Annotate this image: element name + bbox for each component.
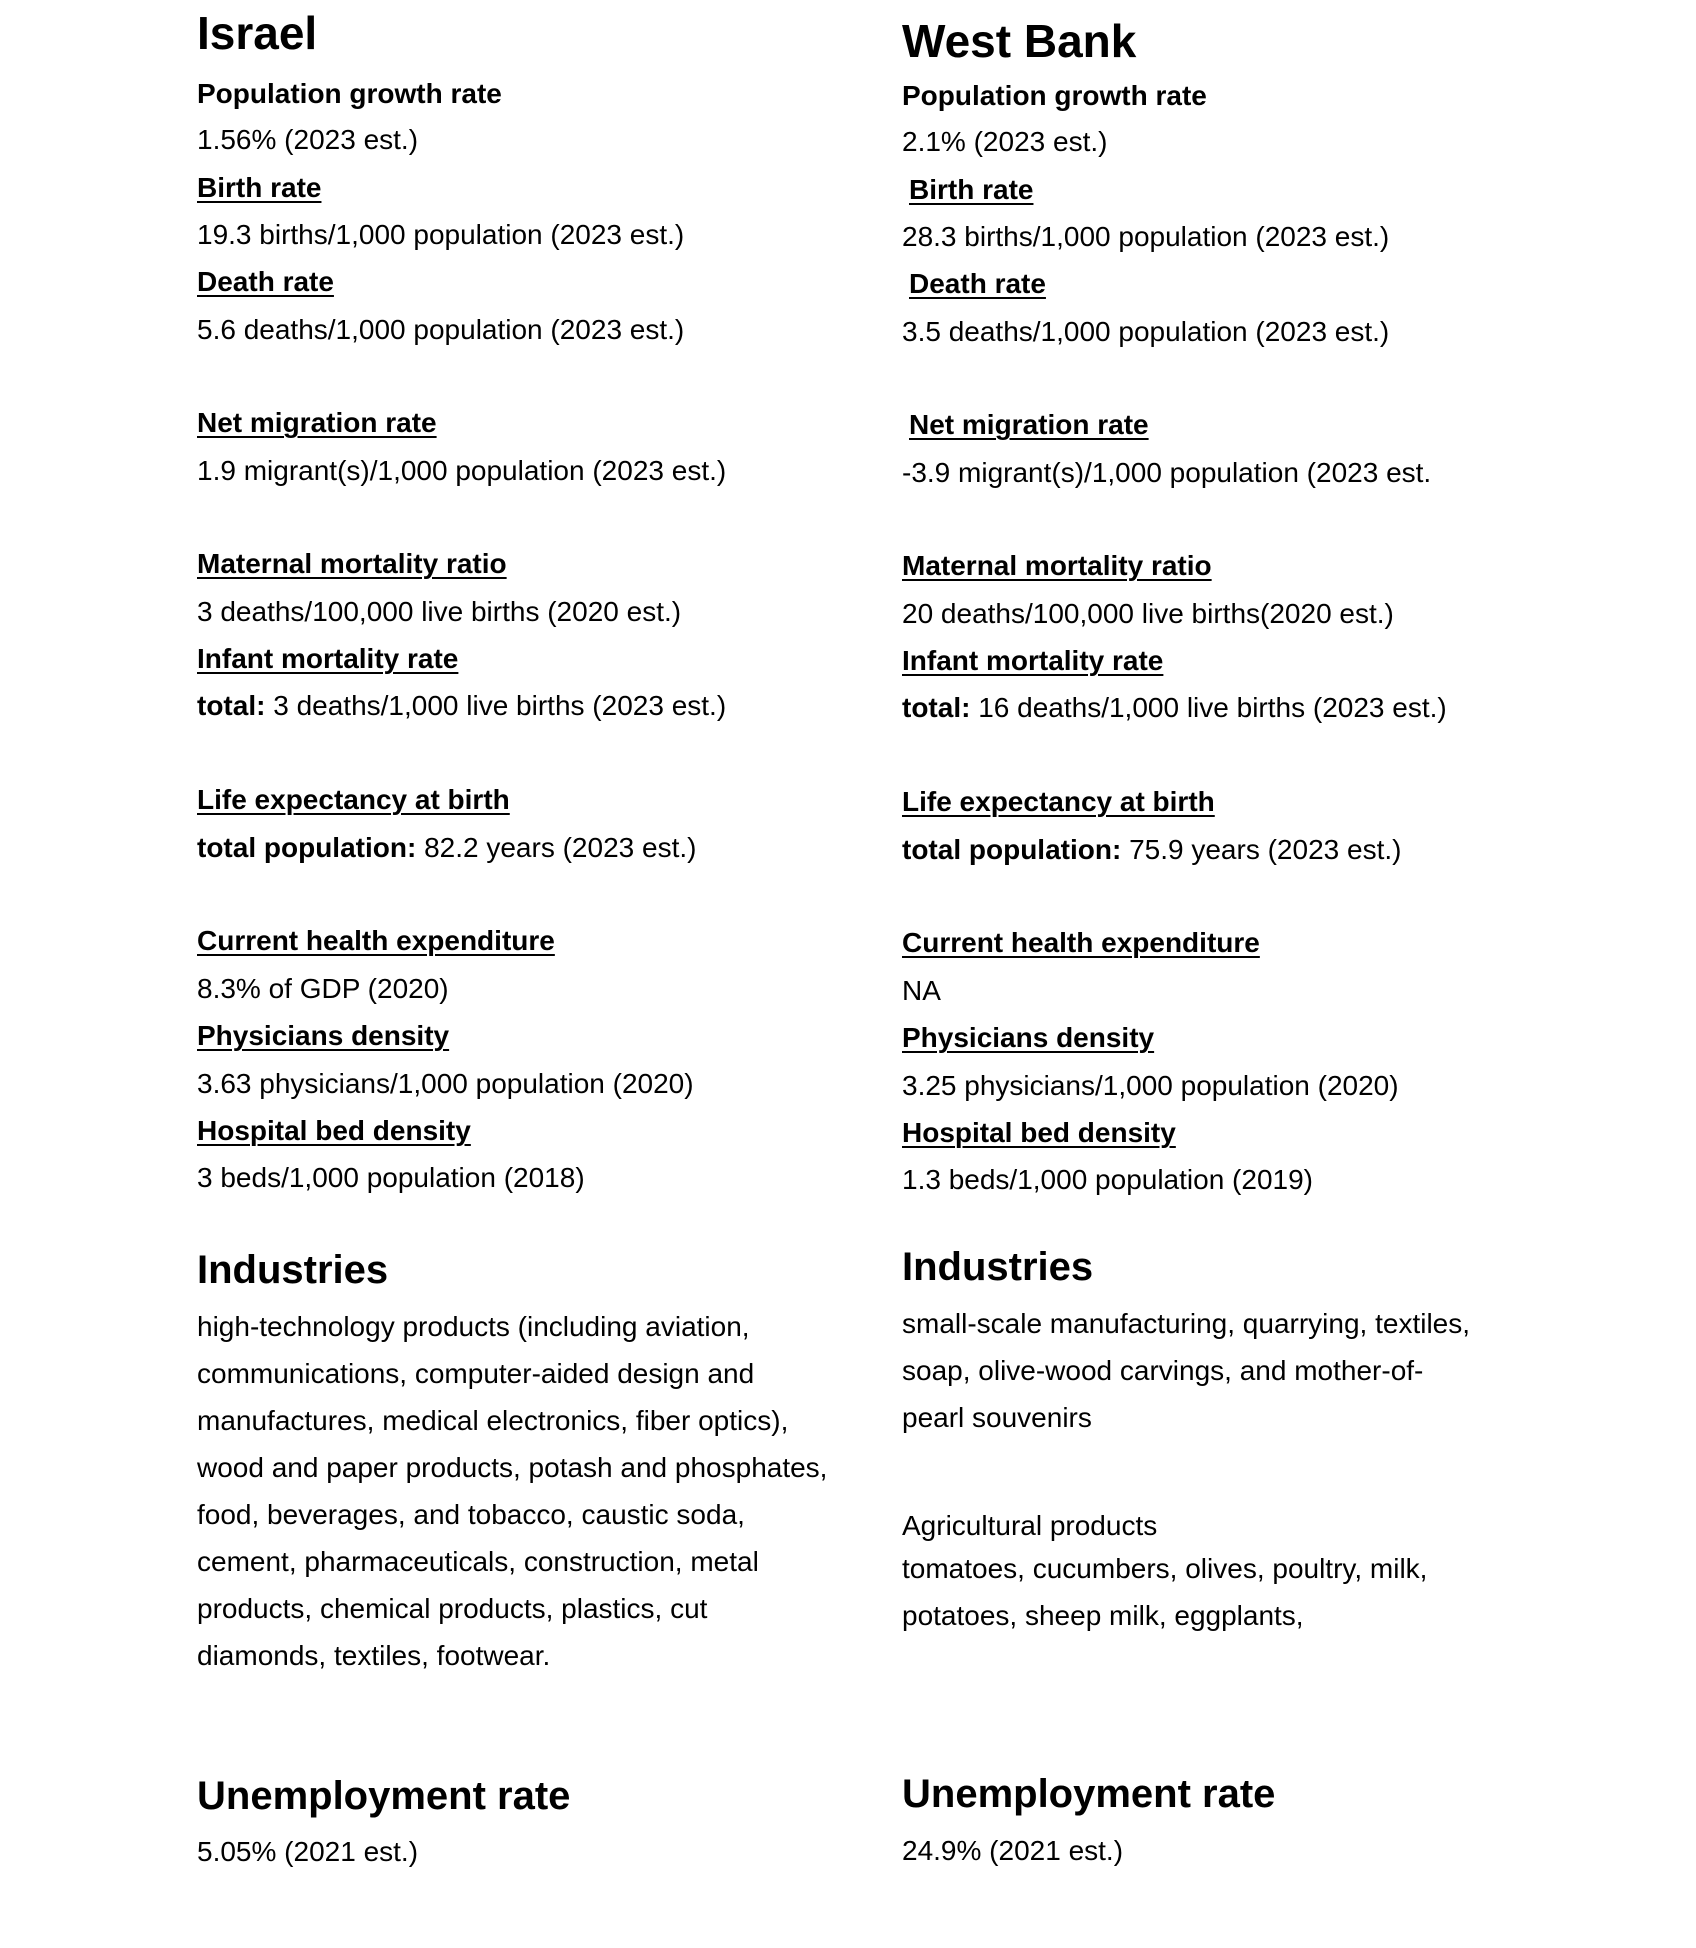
west-bank-hospital-bed-label: Hospital bed density — [902, 1117, 1176, 1148]
israel-net-migration-value: 1.9 migrant(s)/1,000 population (2023 est.) — [197, 455, 727, 486]
west-bank-title: West Bank — [902, 15, 1137, 67]
west-bank-agricultural-heading: Agricultural products — [902, 1510, 1158, 1541]
israel-infant-mortality-value — [197, 692, 726, 720]
israel-health-expenditure-label: Current health expenditure — [197, 925, 555, 956]
israel-population-growth-label: Population growth rate — [197, 78, 502, 109]
israel-birth-rate-value: 19.3 births/1,000 population (2023 est.) — [197, 219, 685, 250]
west-bank-hospital-bed-value: 1.3 beds/1,000 population (2019) — [902, 1164, 1313, 1195]
israel-death-rate-value: 5.6 deaths/1,000 population (2023 est.) — [197, 314, 685, 345]
west-bank-infant-total-prefix: total: — [902, 692, 971, 723]
israel-life-expectancy-label: Life expectancy at birth — [197, 784, 510, 815]
west-bank-life-total-text: 75.9 years (2023 est.) — [1121, 834, 1402, 865]
west-bank-unemployment-heading: Unemployment rate — [902, 1772, 1276, 1816]
israel-infant-total-text: 3 deaths/1,000 live births (2023 est.) — [265, 690, 727, 721]
west-bank-infant-mortality-value — [902, 694, 1447, 722]
west-bank-physicians-density-label: Physicians density — [902, 1022, 1155, 1053]
israel-net-migration-label: Net migration rate — [197, 407, 437, 438]
israel-maternal-mortality-label: Maternal mortality ratio — [197, 548, 507, 579]
west-bank-health-expenditure-label: Current health expenditure — [902, 927, 1260, 958]
israel-hospital-bed-value: 3 beds/1,000 population (2018) — [197, 1162, 585, 1193]
israel-infant-mortality-label: Infant mortality rate — [197, 643, 459, 674]
israel-physicians-density-label: Physicians density — [197, 1020, 450, 1051]
israel-industries-text: high-technology products (including aviation, communications, computer-aided design and manufactures, medical electronics, fiber optics), wood and paper products, potash and phosphates, food, beverages, and tobacco, caustic soda, cement, pharmaceuticals, construction, metal products, chemical products, plastics, cut diamonds, textiles, footwear. — [197, 1311, 828, 1671]
israel-death-rate-label: Death rate — [197, 266, 334, 297]
west-bank-maternal-mortality-value: 20 deaths/100,000 live births(2020 est.) — [902, 598, 1394, 629]
west-bank-infant-mortality-label: Infant mortality rate — [902, 645, 1164, 676]
israel-life-total-text: 82.2 years (2023 est.) — [416, 832, 697, 863]
west-bank-net-migration-label: Net migration rate — [909, 409, 1149, 440]
israel-title: Israel — [197, 7, 318, 59]
west-bank-population-growth-value: 2.1% (2023 est.) — [902, 126, 1108, 157]
west-bank-death-rate-value: 3.5 deaths/1,000 population (2023 est.) — [902, 316, 1390, 347]
west-bank-life-expectancy-value — [902, 836, 1401, 864]
west-bank-maternal-mortality-label: Maternal mortality ratio — [902, 550, 1212, 581]
israel-unemployment-heading: Unemployment rate — [197, 1774, 571, 1818]
west-bank-unemployment-value: 24.9% (2021 est.) — [902, 1835, 1124, 1866]
west-bank-life-total-prefix: total population: — [902, 834, 1122, 865]
israel-industries-heading: Industries — [197, 1248, 389, 1292]
west-bank-physicians-density-value: 3.25 physicians/1,000 population (2020) — [902, 1070, 1399, 1101]
west-bank-health-expenditure-value: NA — [902, 975, 941, 1006]
west-bank-birth-rate-label: Birth rate — [909, 174, 1034, 205]
west-bank-birth-rate-value: 28.3 births/1,000 population (2023 est.) — [902, 221, 1390, 252]
west-bank-infant-total-text: 16 deaths/1,000 live births (2023 est.) — [970, 692, 1447, 723]
israel-hospital-bed-label: Hospital bed density — [197, 1115, 471, 1146]
west-bank-life-expectancy-label: Life expectancy at birth — [902, 786, 1215, 817]
west-bank-death-rate-label: Death rate — [909, 268, 1046, 299]
israel-population-growth-value: 1.56% (2023 est.) — [197, 124, 419, 155]
west-bank-industries-text: small-scale manufacturing, quarrying, textiles, soap, olive-wood carvings, and mother-of-pearl souvenirs — [902, 1308, 1471, 1433]
israel-birth-rate-label: Birth rate — [197, 172, 322, 203]
israel-life-expectancy-value — [197, 834, 696, 862]
israel-health-expenditure-value: 8.3% of GDP (2020) — [197, 973, 449, 1004]
israel-unemployment-value: 5.05% (2021 est.) — [197, 1836, 419, 1867]
israel-maternal-mortality-value: 3 deaths/100,000 live births (2020 est.) — [197, 596, 682, 627]
israel-infant-total-prefix: total: — [197, 690, 266, 721]
west-bank-industries-heading: Industries — [902, 1245, 1094, 1289]
west-bank-net-migration-value: -3.9 migrant(s)/1,000 population (2023 est. — [902, 457, 1432, 488]
israel-physicians-density-value: 3.63 physicians/1,000 population (2020) — [197, 1068, 694, 1099]
israel-life-total-prefix: total population: — [197, 832, 417, 863]
west-bank-population-growth-label: Population growth rate — [902, 80, 1207, 111]
west-bank-agricultural-text: tomatoes, cucumbers, olives, poultry, milk, potatoes, sheep milk, eggplants, — [902, 1553, 1428, 1631]
